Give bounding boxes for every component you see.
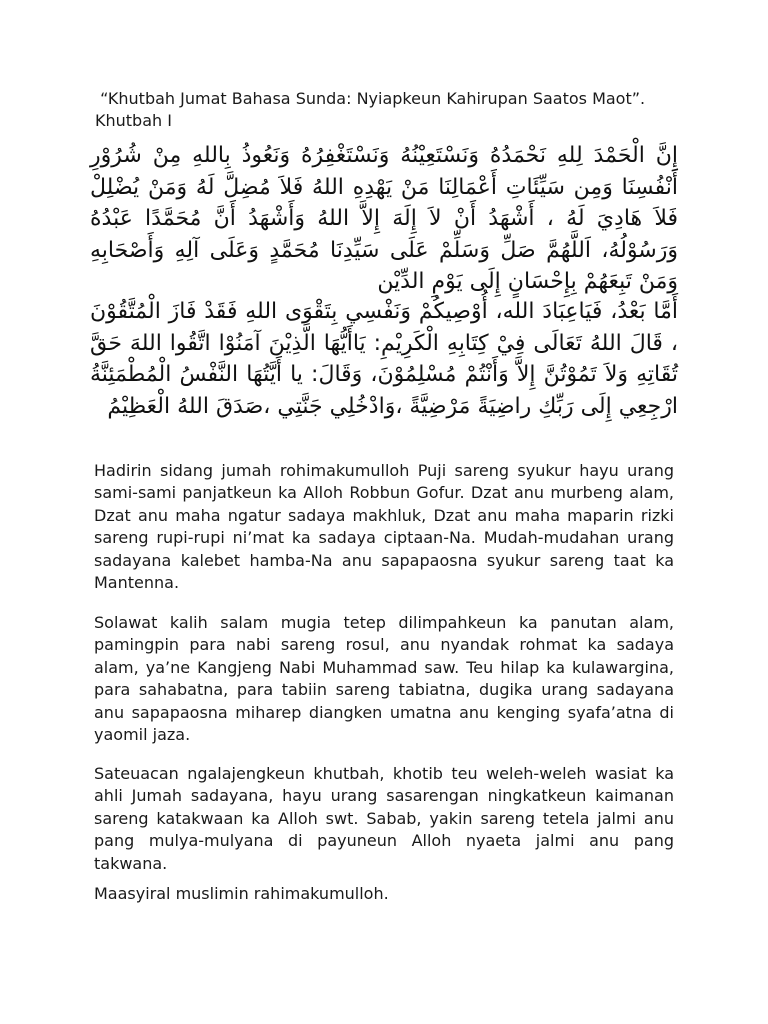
paragraph-praise: Hadirin sidang jumah rohimakumulloh Puji sareng syukur hayu urang sami-sami panjatkeun ka Alloh Robbun Gofur. Dzat anu murbeng alam, Dzat anu maha ngatur sadaya makhluk, Dzat anu maha maparin rizki sareng rupi-rupi ni’mat ka sadaya ciptaan-Na. Mudah-mudahan urang sadayana kalebet hamba-Na anu sapapaosna syukur sareng taat ka Mantenna. [94,461,674,593]
paragraph-solawat: Solawat kalih salam mugia tetep dilimpahkeun ka panutan alam, pamingpin para nabi sareng rosul, anu nyandak rohmat ka sadaya alam, ya’ne Kangjeng Nabi Muhammad saw. Teu hilap ka kulawargina, para sahabatna, para tabiin sareng tabiatna, dugika urang sadayana anu sapapaosna miharep diangken umatna anu kenging syafa’atna di yaomil jaza. [94,613,674,745]
arabic-amma-badu-passage: أَمَّا بَعْدُ، فَيَاعِبَادَ الله، أُوْصِيكُمْ وَنَفْسِي بِتَقْوَى اللهِ فَقَدْ فَازَ الْمُتَّقُوْنَ ، قَالَ اللهُ تَعَالَى فِيْ كِتَابِهِ الْكَرِيْمِ: يَاأَيُّهَا الَّذِيْنَ آمَنُوْا اتَّقُوا اللهَ حَقَّ تُقَاتِهِ وَلاَ تَمُوْتُنَّ إِلاَّ وَأَنْتُمْ مُسْلِمُوْنَ، وَقَالَ: يا أَيَّتُهَا النَّفْسُ الْمُطْمَئِنَّةُ ارْجِعِي إِلَى رَبِّكِ راضِيَةً مَرْضِيَّةً ،وَادْخُلِي جَنَّتِي ،صَدَقَ اللهُ الْعَظِيْمُ [90,299,678,419]
page-title: “Khutbah Jumat Bahasa Sunda: Nyiapkeun Kahirupan Saatos Maot”. Khutbah I [95,89,651,130]
paragraph-address: Maasyiral muslimin rahimakumulloh. [94,884,389,903]
paragraph-wasiat: Sateuacan ngalajengkeun khutbah, khotib teu weleh-weleh wasiat ka ahli Jumah sadayana, hayu urang sasarengan ningkatkeun kaimanan sareng katakwaan ka Alloh swt. Sabab, yakin sareng tetela jalmi anu pang mulya-mulyana di payuneun Alloh nyaeta jalmi anu pang takwana. [94,764,674,873]
arabic-opening-prayer: إِنَّ الْحَمْدَ لِلهِ نَحْمَدُهُ وَنَسْتَعِيْنُهُ وَنَسْتَغْفِرُهُ وَنَعُوذُ بِاللهِ مِنْ شُرُوْرِ أَنْفُسِنَا وَمِن سَيِّئَاتِ أَعْمَالِنَا مَنْ يَهْدِهِ اللهُ فَلاَ مُضِلَّ لَهُ وَمَنْ يُضْلِلْ فَلاَ هَادِيَ لَهُ ، أَشْهَدُ أَنْ لاَ إِلَهَ إِلاَّ اللهُ وَأَشْهَدُ أَنَّ مُحَمَّدًا عَبْدُهُ وَرَسُوْلُهُ، اَللَّهُمَّ صَلِّ وَسَلِّمْ عَلَى سَيِّدِنَا مُحَمَّدٍ وَعَلَى آلِهِ وَأَصْحَابِهِ وَمَنْ تَبِعَهُمْ بِإِحْسَانٍ إِلَى يَوْمِ الدِّيْن [90,143,678,294]
